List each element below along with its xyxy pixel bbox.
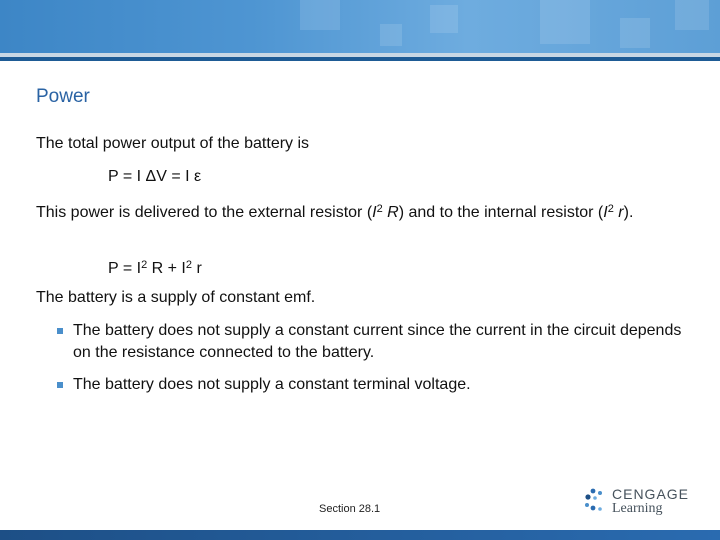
- power-split-equation: $P = I^2$ $R + I^2$ r: [108, 259, 202, 277]
- bullet-square-icon: [57, 328, 63, 334]
- bullet-item: The battery does not supply a constant current since the current in the circuit depends on the resistance connected to the battery.: [57, 320, 703, 364]
- constant-emf-text: The battery is a supply of constant emf.: [36, 289, 316, 306]
- logo-sub: Learning: [612, 501, 663, 516]
- section-label: Section 28.1: [319, 503, 381, 515]
- header-banner: [0, 0, 720, 53]
- logo-name: CENGAGE: [612, 486, 690, 502]
- bullet-square-icon: [57, 382, 63, 388]
- banner-rule-dark: [0, 57, 720, 61]
- cengage-logo: [583, 486, 693, 518]
- slide-title: Power: [36, 86, 90, 107]
- bullet-item: The battery does not supply a constant terminal voltage.: [57, 374, 703, 396]
- intro-text: The total power output of the battery is: [36, 135, 310, 152]
- power-equation: P = I ΔV = I ε: [108, 168, 202, 185]
- power-delivery-text: This power is delivered to the external resistor ($I^2$ R) and to the internal resistor ($I^2$ r).: [36, 203, 634, 221]
- footer-bar: [0, 530, 720, 540]
- cengage-dots-icon: [583, 487, 609, 515]
